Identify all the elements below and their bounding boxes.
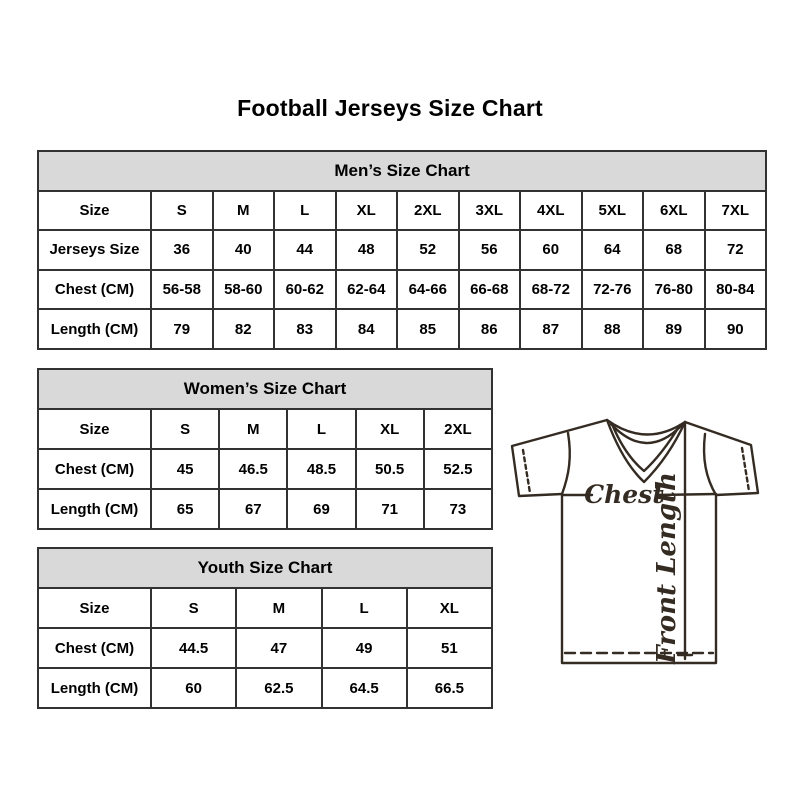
- data-cell: 83: [274, 309, 336, 349]
- table-title: Men’s Size Chart: [38, 151, 766, 191]
- data-cell: 84: [336, 309, 398, 349]
- data-cell: 88: [582, 309, 644, 349]
- data-cell: 71: [356, 489, 424, 529]
- size-column-header: M: [236, 588, 321, 628]
- data-cell: 36: [151, 230, 213, 270]
- data-cell: 82: [213, 309, 275, 349]
- data-cell: 68-72: [520, 270, 582, 310]
- jersey-body-outline: [562, 494, 716, 663]
- table-header-row: [38, 191, 766, 231]
- data-cell: 90: [705, 309, 767, 349]
- data-cell: 66.5: [407, 668, 492, 708]
- data-cell: 76-80: [643, 270, 705, 310]
- row-label-cell: Length (CM): [38, 489, 151, 529]
- table-row: [38, 668, 492, 708]
- data-cell: 79: [151, 309, 213, 349]
- data-cell: 48.5: [287, 449, 355, 489]
- size-column-header: L: [287, 409, 355, 449]
- size-column-header: S: [151, 191, 213, 231]
- data-cell: 40: [213, 230, 275, 270]
- size-column-header: 5XL: [582, 191, 644, 231]
- front-length-label: Front Length: [652, 472, 682, 664]
- jersey-diagram: [505, 405, 777, 685]
- mens-size-table: [37, 150, 767, 350]
- page-title: Football Jerseys Size Chart: [237, 95, 543, 121]
- table-row: [38, 309, 766, 349]
- size-column-header: M: [213, 191, 275, 231]
- data-cell: 56: [459, 230, 521, 270]
- table-row: [38, 628, 492, 668]
- data-cell: 52: [397, 230, 459, 270]
- size-column-header: XL: [407, 588, 492, 628]
- data-cell: 44: [274, 230, 336, 270]
- jersey-right-sleeve: [685, 422, 758, 495]
- data-cell: 62.5: [236, 668, 321, 708]
- row-label-cell: Length (CM): [38, 309, 151, 349]
- data-cell: 72: [705, 230, 767, 270]
- table-row: [38, 270, 766, 310]
- table-title: Women’s Size Chart: [38, 369, 492, 409]
- data-cell: 60: [520, 230, 582, 270]
- data-cell: 56-58: [151, 270, 213, 310]
- size-column-header: 7XL: [705, 191, 767, 231]
- row-label-cell: Length (CM): [38, 668, 151, 708]
- size-column-header: S: [151, 409, 219, 449]
- youth-size-table: [37, 547, 493, 709]
- table-title: Youth Size Chart: [38, 548, 492, 588]
- data-cell: 60: [151, 668, 236, 708]
- row-label-cell: Chest (CM): [38, 449, 151, 489]
- data-cell: 45: [151, 449, 219, 489]
- data-cell: 89: [643, 309, 705, 349]
- row-label-cell: Chest (CM): [38, 628, 151, 668]
- data-cell: 87: [520, 309, 582, 349]
- row-label-cell: Chest (CM): [38, 270, 151, 310]
- right-cuff-stitch-line: [742, 448, 749, 491]
- data-cell: 64-66: [397, 270, 459, 310]
- table-header-row: [38, 588, 492, 628]
- data-cell: 44.5: [151, 628, 236, 668]
- table-row: [38, 489, 492, 529]
- data-cell: 86: [459, 309, 521, 349]
- chest-label: Chest: [584, 480, 664, 509]
- table-row: [38, 230, 766, 270]
- size-column-header: S: [151, 588, 236, 628]
- size-column-header: 2XL: [424, 409, 492, 449]
- table-caption-row: [38, 369, 492, 409]
- data-cell: 69: [287, 489, 355, 529]
- size-column-header: XL: [356, 409, 424, 449]
- data-cell: 68: [643, 230, 705, 270]
- size-column-header: M: [219, 409, 287, 449]
- data-cell: 46.5: [219, 449, 287, 489]
- size-column-header: L: [322, 588, 407, 628]
- jersey-right-armhole: [704, 434, 716, 495]
- data-cell: 48: [336, 230, 398, 270]
- size-label-header: Size: [38, 588, 151, 628]
- data-cell: 47: [236, 628, 321, 668]
- data-cell: 67: [219, 489, 287, 529]
- data-cell: 65: [151, 489, 219, 529]
- table-header-row: [38, 409, 492, 449]
- data-cell: 49: [322, 628, 407, 668]
- size-column-header: 4XL: [520, 191, 582, 231]
- womens-size-table: [37, 368, 493, 530]
- data-cell: 72-76: [582, 270, 644, 310]
- size-column-header: 6XL: [643, 191, 705, 231]
- size-label-header: Size: [38, 191, 151, 231]
- table-row: [38, 449, 492, 489]
- jersey-left-armhole: [562, 433, 570, 494]
- size-column-header: L: [274, 191, 336, 231]
- data-cell: 73: [424, 489, 492, 529]
- left-cuff-stitch-line: [523, 450, 530, 493]
- table-caption-row: [38, 151, 766, 191]
- data-cell: 80-84: [705, 270, 767, 310]
- data-cell: 62-64: [336, 270, 398, 310]
- data-cell: 58-60: [213, 270, 275, 310]
- size-label-header: Size: [38, 409, 151, 449]
- data-cell: 64.5: [322, 668, 407, 708]
- data-cell: 64: [582, 230, 644, 270]
- table-caption-row: [38, 548, 492, 588]
- row-label-cell: Jerseys Size: [38, 230, 151, 270]
- data-cell: 52.5: [424, 449, 492, 489]
- data-cell: 51: [407, 628, 492, 668]
- data-cell: 85: [397, 309, 459, 349]
- size-column-header: XL: [336, 191, 398, 231]
- size-column-header: 2XL: [397, 191, 459, 231]
- data-cell: 60-62: [274, 270, 336, 310]
- data-cell: 50.5: [356, 449, 424, 489]
- size-column-header: 3XL: [459, 191, 521, 231]
- data-cell: 66-68: [459, 270, 521, 310]
